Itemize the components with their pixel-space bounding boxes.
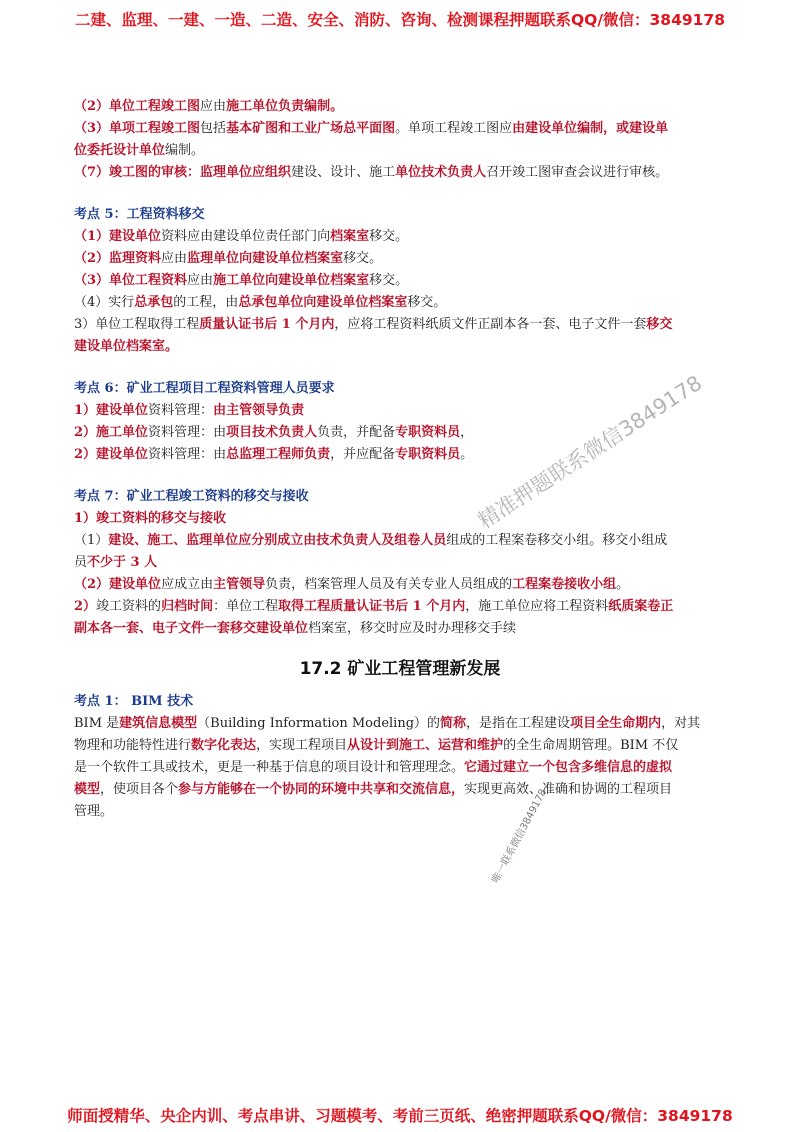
text: 移交。	[369, 273, 409, 288]
emphasis: 主管领导	[213, 577, 266, 592]
text: 。单项工程竣工图应	[395, 121, 513, 136]
emphasis: 数字化表达	[191, 738, 257, 753]
list-item	[74, 444, 726, 466]
emphasis: 建设单位	[96, 447, 149, 462]
paragraph	[74, 735, 726, 757]
emphasis: 参与方能够在一个协同的环境中共享和交流信息，	[178, 782, 465, 797]
list-item	[74, 248, 726, 270]
emphasis: 施工单位	[96, 425, 149, 440]
emphasis: 2）	[74, 447, 97, 462]
emphasis: 项目技术负责人	[226, 425, 318, 440]
paragraph	[74, 757, 726, 779]
bottom-promo-banner: 师面授精华、央企内训、考点串讲、习题模考、考前三页纸、绝密押题联系QQ/微信：3849178	[67, 1107, 733, 1125]
chapter-title: 17.2 矿业工程管理新发展	[299, 659, 501, 679]
paragraph	[74, 118, 726, 140]
emphasis: 单位技术负责人	[395, 165, 487, 180]
emphasis: 施工单位向建设单位档案室	[213, 273, 370, 288]
emphasis: 档案室	[330, 229, 370, 244]
emphasis: 取得工程质量认证书后 1 个月内	[278, 599, 466, 614]
emphasis: 项目全生命期内	[570, 716, 662, 731]
section-heading-kp1: 考点 1： BIM 技术	[74, 694, 194, 709]
emphasis: 建设单位	[109, 577, 162, 592]
text: 资料管理：由	[148, 447, 227, 462]
emphasis: （2）监理资料	[74, 251, 162, 266]
paragraph	[74, 140, 726, 162]
text: 应由	[161, 251, 188, 266]
list-item	[74, 270, 726, 292]
text: 包括	[200, 121, 227, 136]
emphasis: 位委托设计单位	[74, 143, 166, 158]
text: （4）实行	[74, 295, 135, 310]
text: 3）单位工程取得工程	[74, 317, 200, 332]
section-heading-kp5: 考点 5：工程资料移交	[74, 207, 205, 222]
text: 竣工资料的	[96, 599, 162, 614]
emphasis: 1）	[74, 403, 97, 418]
emphasis: 总承包	[134, 295, 174, 310]
emphasis: 质量认证书后 1 个月内	[199, 317, 335, 332]
emphasis: 建设、施工、监理单位应分别成立由技术负责人及组卷人员	[108, 533, 447, 548]
list-item	[74, 226, 726, 248]
emphasis: 移交	[646, 317, 673, 332]
text: 负责，档案管理人员及有关专业人员组成的	[265, 577, 513, 592]
list-item	[74, 530, 726, 552]
watermark-main: 精准押题联系微信3849178	[473, 370, 707, 534]
text: ，应将工程资料纸质文件正副本各一套、电子文件一套	[334, 317, 647, 332]
text: 是一个软件工具或技术，更是一种基于信息的项目设计和管理理念。	[74, 760, 465, 775]
text: 应成立由	[161, 577, 214, 592]
emphasis: 不少于 3 人	[87, 555, 158, 570]
list-item	[74, 552, 726, 574]
text: 应由	[187, 273, 214, 288]
emphasis: 专职资料员	[395, 447, 461, 462]
emphasis: （2）单位工程竣工图	[74, 99, 201, 114]
emphasis: 基本矿图和工业广场总平面图	[226, 121, 396, 136]
emphasis: 总承包单位向建设单位档案室	[238, 295, 408, 310]
top-promo-banner: 二建、监理、一建、一造、二造、安全、消防、咨询、检测课程押题联系QQ/微信：3849178	[74, 11, 725, 29]
text: 资料应由建设单位责任部门向	[161, 229, 331, 244]
emphasis: 施工单位负责编制。	[226, 99, 344, 114]
emphasis: 从设计到施工、运营和维护	[347, 738, 504, 753]
text: 移交。	[369, 229, 409, 244]
subheading: 1）竣工资料的移交与接收	[74, 511, 227, 526]
text: BIM 是	[74, 716, 120, 731]
emphasis: 副本各一套、电子文件一套移交建设单位	[74, 621, 309, 636]
emphasis: 工程案卷接收小组	[512, 577, 617, 592]
paragraph	[74, 779, 726, 801]
paragraph	[74, 713, 726, 735]
text: ，使项目各个	[100, 782, 179, 797]
text: ，对其	[661, 716, 701, 731]
text: ，并应配备	[330, 447, 396, 462]
text: ，实现工程项目	[256, 738, 348, 753]
section-heading-kp7: 考点 7：矿业工程竣工资料的移交与接收	[74, 489, 309, 504]
paragraph	[74, 96, 726, 118]
text: 负责，并配备	[317, 425, 396, 440]
text: 的全生命周期管理。BIM 不仅	[503, 738, 679, 753]
emphasis: （3）单项工程竣工图	[74, 121, 201, 136]
text: 编制。	[165, 143, 205, 158]
list-item: 建设单位档案室。	[74, 339, 179, 354]
emphasis: 建筑信息模型	[119, 716, 198, 731]
emphasis: 总监理工程师负责	[226, 447, 331, 462]
section-heading-kp6: 考点 6：矿业工程项目工程资料管理人员要求	[74, 381, 335, 396]
text: 应由	[200, 99, 227, 114]
text: ，是指在工程建设	[466, 716, 571, 731]
emphasis: 建设单位	[96, 403, 149, 418]
watermark-small: 唯一联系微信3849178	[490, 787, 550, 885]
text: 员	[74, 555, 88, 570]
paragraph	[74, 162, 726, 184]
text: 实现更高效、准确和协调的工程项目	[464, 782, 673, 797]
list-item	[74, 596, 726, 618]
text: 建设、设计、施工	[291, 165, 396, 180]
text: （1）	[74, 533, 109, 548]
emphasis: （3）单位工程资料	[74, 273, 188, 288]
document-body	[74, 96, 726, 823]
emphasis: 纸质案卷正	[608, 599, 674, 614]
emphasis: （2）	[74, 577, 110, 592]
text: ，施工单位应将工程资料	[465, 599, 609, 614]
emphasis: 监理单位应组织	[200, 165, 292, 180]
text: 物理和功能特性进行	[74, 738, 192, 753]
emphasis: 专职资料员	[395, 425, 461, 440]
emphasis: 2）	[74, 425, 97, 440]
text: 。	[616, 577, 630, 592]
emphasis: 监理单位向建设单位档案室	[187, 251, 344, 266]
text: 召开竣工图审查会议进行审核。	[486, 165, 669, 180]
text: ，	[460, 425, 474, 440]
text: 移交。	[407, 295, 447, 310]
list-item	[74, 292, 726, 314]
text: 档案室，移交时应及时办理移交手续	[308, 621, 517, 636]
text: 资料管理：由	[148, 425, 227, 440]
list-item	[74, 618, 726, 640]
emphasis: （7）竣工图的审核：	[74, 165, 201, 180]
text: 。	[460, 447, 474, 462]
emphasis: 简称	[440, 716, 467, 731]
paragraph: 管理。	[74, 804, 114, 819]
list-item	[74, 574, 726, 596]
text: （Building Information Modeling）的	[197, 716, 441, 731]
emphasis: 由主管领导负责	[213, 403, 305, 418]
emphasis: 它通过建立一个包含多维信息的虚拟	[464, 760, 673, 775]
text: ：单位工程	[213, 599, 279, 614]
emphasis: 模型	[74, 782, 101, 797]
emphasis: 由建设单位编制，或建设单	[512, 121, 669, 136]
text: 资料管理：	[148, 403, 214, 418]
text: 的工程，由	[173, 295, 239, 310]
text: 组成的工程案卷移交小组。移交小组成	[446, 533, 668, 548]
list-item	[74, 314, 726, 336]
text: 移交。	[343, 251, 383, 266]
emphasis: （1）	[74, 229, 110, 244]
emphasis: 2）	[74, 599, 97, 614]
emphasis: 归档时间	[161, 599, 214, 614]
emphasis: 建设单位	[109, 229, 162, 244]
